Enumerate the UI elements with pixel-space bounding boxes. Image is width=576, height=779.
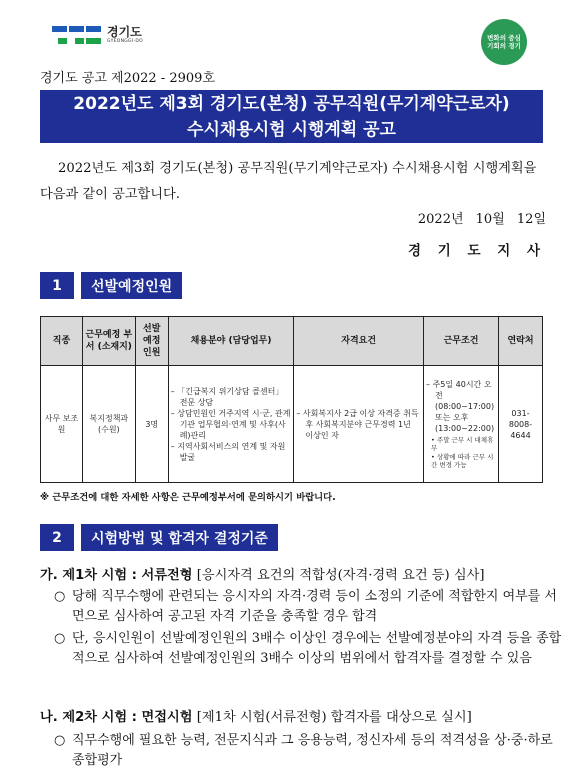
title-line1: 2022년도 제3회 경기도(본청) 공무직원(무기계약근로자): [73, 94, 510, 114]
title-line2: 수시채용시험 시행계획 공고: [187, 120, 396, 140]
duty-item: – 지역사회서비스의 연계 및 자원발굴: [170, 441, 286, 462]
circle-bullet-icon: ○: [54, 631, 66, 646]
section-2-header: [40, 524, 278, 551]
stage1-desc: [응시자격 요건의 적합성(자격·경력 요건 등) 심사]: [196, 568, 485, 583]
slogan-badge: [481, 19, 527, 65]
signer: 경 기 도 지 사: [407, 243, 546, 259]
logo-mark-icon: [52, 24, 101, 46]
header-contact: 연락처: [499, 317, 543, 366]
duty-item: – 「긴급복지 위기상담 콜센터」 전문 상담: [170, 386, 284, 407]
cell-duties: [168, 366, 294, 483]
slogan-line2: 기회의 경기: [487, 42, 521, 50]
section-2-title: 시험방법 및 합격자 결정기준: [81, 524, 278, 551]
section-1-title: 선발예정인원: [81, 272, 182, 299]
stage2-heading: [40, 706, 472, 725]
stage2-label: 나. 제2차 시험 : 면접시험: [40, 710, 193, 725]
gyeonggi-logo: [52, 22, 143, 48]
header-conditions: 근무조건: [424, 317, 499, 366]
condition-note: • 주말 근무 시 대체휴무: [431, 435, 494, 452]
recruitment-table: [40, 316, 543, 483]
header-count: 선발 예정 인원: [135, 317, 168, 366]
condition-item: – 주5일 40시간 오전 (08:00~17:00) 또는 오후 (13:00~22:00): [426, 379, 495, 433]
table-row: [41, 366, 543, 483]
notice-date: 2022년 10월 12일: [417, 212, 546, 227]
header-qualification: 자격요건: [294, 317, 424, 366]
logo-name-ko: 경기도: [107, 24, 142, 39]
stage1-heading: [40, 564, 484, 583]
circle-bullet-icon: ○: [54, 733, 66, 748]
intro-paragraph: 2022년도 제3회 경기도(본청) 공무직원(무기계약근로자) 수시채용시험 시행계획을 다음과 같이 공고합니다.: [40, 161, 537, 202]
notice-number: 경기도 공고 제2022 - 2909호: [40, 71, 215, 86]
cell-job: 사무 보조원: [41, 366, 83, 483]
condition-note: • 상황에 따라 근무 시간 변경 가능: [431, 452, 494, 469]
cell-conditions: [424, 366, 499, 483]
table-header-row: [41, 317, 543, 366]
table-note: ※ 근무조건에 대한 자세한 사항은 근무예정부서에 문의하시기 바랍니다.: [40, 492, 336, 503]
header-duties: 채용분야 (담당업무): [168, 317, 294, 366]
section-2-number: 2: [40, 524, 74, 551]
section-1-header: [40, 272, 182, 299]
section-1-number: 1: [40, 272, 74, 299]
title-banner: [40, 90, 543, 143]
header-dept: 근무예정 부서 (소재지): [82, 317, 135, 366]
header-job: 직종: [41, 317, 83, 366]
logo-name-en: GYEONGGI-DO: [107, 38, 143, 44]
cell-dept: 복지정책과 (수원): [82, 366, 135, 483]
circle-bullet-icon: ○: [54, 589, 66, 604]
stage2-item: ○ 직무수행에 필요한 능력, 전문지식과 그 응용능력, 정신자세 등의 적격성을 상·중·하로 종합평가: [54, 733, 553, 768]
cell-qualification: – 사회복지사 2급 이상 자격증 취득 후 사회복지분야 근무경력 1년 이상인 자: [294, 366, 424, 483]
stage1-item: ○ 단, 응시인원이 선발예정인원의 3배수 이상인 경우에는 선발예정분야의 자격 등을 종합적으로 심사하여 선발예정인원의 3배수 이상의 범위에서 합격자를 결정할 수 있음: [54, 631, 562, 666]
cell-contact: 031-8008-4644: [499, 366, 543, 483]
slogan-line1: 변화의 중심: [487, 33, 521, 42]
duty-item: – 상담민원인 거주지역 시·군, 관계기관 업무협의·연계 및 사후(사례)관리: [170, 408, 291, 440]
stage2-desc: [제1차 시험(서류전형) 합격자를 대상으로 실시]: [196, 710, 472, 725]
stage1-label: 가. 제1차 시험 : 서류전형: [40, 568, 193, 583]
stage1-item: ○ 당해 직무수행에 관련되는 응시자의 자격·경력 등이 소정의 기준에 적합한지 여부를 서면으로 심사하여 공고된 자격 기준을 충족할 경우 합격: [54, 589, 557, 624]
cell-count: 3명: [135, 366, 168, 483]
